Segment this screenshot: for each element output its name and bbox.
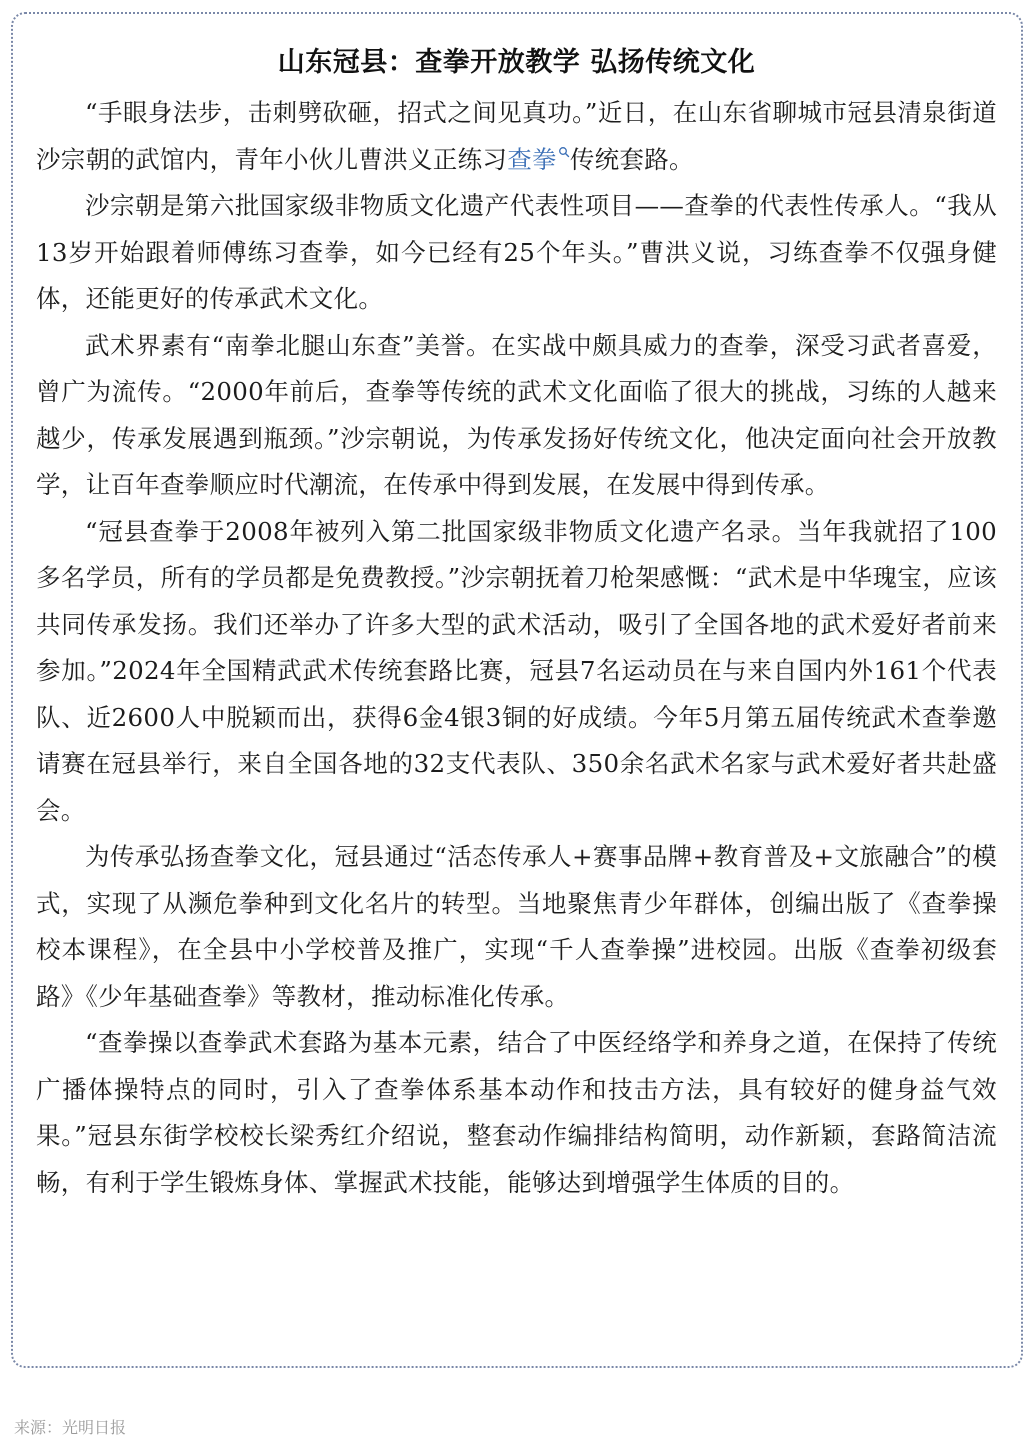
paragraph-2: 沙宗朝是第六批国家级非物质文化遗产代表性项目——查拳的代表性传承人。“我从13岁开始跟着师傅练习查拳，如今已经有25个年头。”曹洪义说，习练查拳不仅强身健体，还能更好的传承武术文化。 [36,191,997,313]
source-credit: 来源：光明日报 [14,1418,127,1437]
article-title: 山东冠县：查拳开放教学 弘扬传统文化 [277,47,756,78]
paragraph-1-text-after: 传统套路。 [569,144,694,174]
paragraph-6: “查拳操以查拳武术套路为基本元素，结合了中医经络学和养身之道，在保持了传统广播体操特点的同时，引入了查拳体系基本动作和技击方法，具有较好的健身益气效果。”冠县东街学校校长梁秀红介绍说，整套动作编排结构简明，动作新颖，套路简洁流畅，有利于学生锻炼身体、掌握武术技能，能够达到增强学生体质的目的。 [36,1028,997,1197]
paragraph-3: 武术界素有“南拳北腿山东查”美誉。在实战中颇具威力的查拳，深受习武者喜爱，曾广为流传。“2000年前后，查拳等传统的武术文化面临了很大的挑战，习练的人越来越少，传承发展遇到瓶颈。”沙宗朝说，为传承发扬好传统文化，他决定面向社会开放教学，让百年查拳顺应时代潮流，在传承中得到发展，在发展中得到传承。 [36,330,997,499]
search-icon[interactable] [558,146,570,158]
paragraph-1-text-before: “手眼身法步，击刺劈砍砸，招式之间见真功。”近日，在山东省聊城市冠县清泉街道沙宗朝的武馆内，青年小伙儿曹洪义正练习 [36,98,997,174]
paragraph-1 [36,90,997,183]
article-container [11,12,1023,1368]
paragraph-5: 为传承弘扬查拳文化，冠县通过“活态传承人+赛事品牌+教育普及+文旅融合”的模式，实现了从濒危拳种到文化名片的转型。当地聚焦青少年群体，创编出版了《查拳操校本课程》，在全县中小学校普及推广，实现“千人查拳操”进校园。出版《查拳初级套路》《少年基础查拳》等教材，推动标准化传承。 [36,842,998,1011]
keyword-link-chaquan[interactable]: 查拳 [507,144,557,174]
paragraph-4: “冠县查拳于2008年被列入第二批国家级非物质文化遗产名录。当年我就招了100多名学员，所有的学员都是免费教授。”沙宗朝抚着刀枪架感慨：“武术是中华瑰宝，应该共同传承发扬。我们还举办了许多大型的武术活动，吸引了全国各地的武术爱好者前来参加。”2024年全国精武武术传统套路比赛，冠县7名运动员在与来自国内外161个代表队、近2600人中脱颖而出，获得6金4银3铜的好成绩。今年5月第五届传统武术查拳邀请赛在冠县举行，来自全国各地的32支代表队、350余名武术名家与武术爱好者共赴盛会。 [36,516,997,825]
